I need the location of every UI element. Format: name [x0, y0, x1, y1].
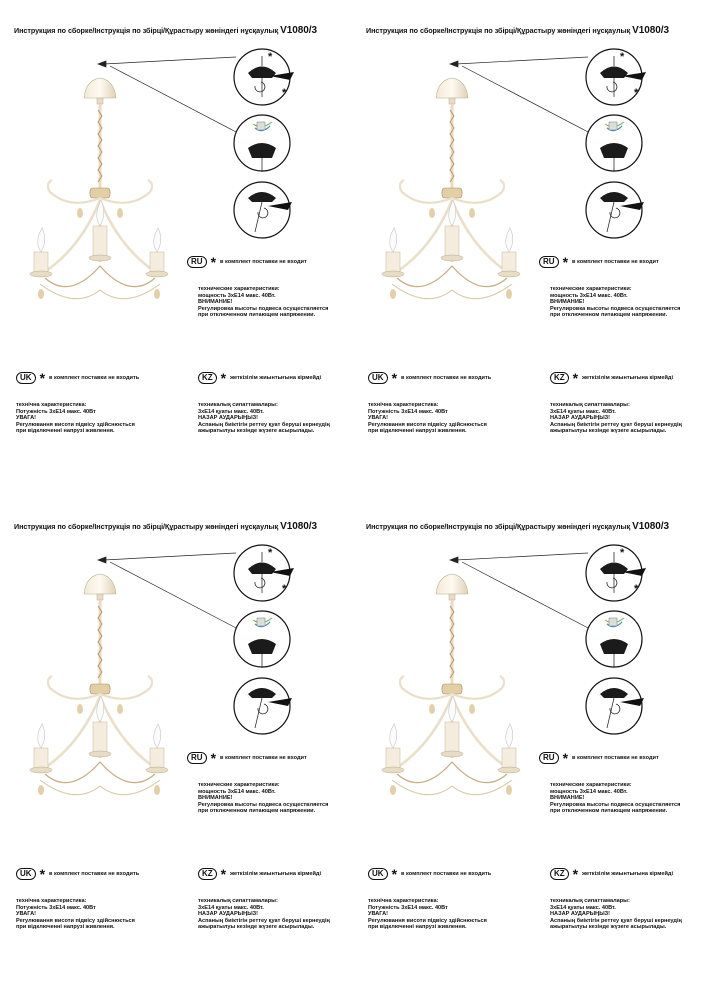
uk-badge: UK — [368, 868, 388, 880]
not-included-star: * — [268, 51, 273, 63]
star-icon: * — [210, 254, 217, 270]
ru-note: RU * в комплект поставки не входит — [187, 752, 307, 764]
not-included-star: * — [620, 547, 625, 559]
star-icon: * — [391, 370, 398, 386]
ru-note: RU * в комплект поставки не входит — [187, 256, 307, 268]
detail-height-adjust — [586, 678, 644, 734]
ru-spec: технические характеристики: мощность 3хЕ14 макс. 40Вт. ВНИМАНИЕ! Регулировка высоты подвеса осуществляется при отключенном питающем напряжении. — [198, 286, 329, 319]
uk-badge: UK — [16, 372, 36, 384]
detail-canopy-mount — [586, 49, 646, 105]
document-title: Инструкция по сборке/Інструкція по збірці/Құрастыру жөніндегі нұсқаулық V1080/3 — [14, 521, 317, 532]
pointer-arrows — [450, 553, 590, 629]
kz-badge: KZ — [550, 372, 569, 384]
not-included-star: * — [620, 51, 625, 63]
kz-note: KZ * жеткізілім жиынтығына кірмейді — [550, 868, 673, 880]
uk-badge: UK — [368, 372, 388, 384]
uk-spec: технічна характеристика: Потужність 3хЕ14 макс. 40Вт УВАГА! Регулювання висоти підвісу здійснюється при відключенні напрузі живлення. — [16, 402, 135, 435]
kz-spec: техникалық сипаттамалары: 3хЕ14 қуаты макс. 40Вт. НАЗАР АУДАРЫҢЫЗ! Аспаның биіктігін реттеу қуат беруші кернеудің ажыратылуы кезінде жүзеге асырылады. — [198, 402, 330, 435]
star-icon: * — [391, 866, 398, 882]
detail-wiring — [586, 611, 642, 668]
star-icon: * — [39, 370, 46, 386]
document-title: Инструкция по сборке/Інструкція по збірці/Құрастыру жөніндегі нұсқаулық V1080/3 — [366, 521, 669, 532]
detail-height-adjust — [586, 182, 644, 238]
kz-spec: техникалық сипаттамалары: 3хЕ14 қуаты макс. 40Вт. НАЗАР АУДАРЫҢЫЗ! Аспаның биіктігін реттеу қуат беруші кернеудің ажыратылуы кезінде жүзеге асырылады. — [198, 898, 330, 931]
detail-height-adjust — [234, 182, 292, 238]
kz-badge: KZ — [198, 868, 217, 880]
document-title: Инструкция по сборке/Інструкція по збірці/Құрастыру жөніндегі нұсқаулық V1080/3 — [366, 25, 669, 36]
ru-spec: технические характеристики: мощность 3хЕ14 макс. 40Вт. ВНИМАНИЕ! Регулировка высоты подвеса осуществляется при отключенном питающем напряжении. — [550, 782, 681, 815]
chandelier-image — [30, 574, 168, 795]
instruction-panel — [0, 496, 350, 986]
not-included-star: * — [282, 87, 287, 99]
star-icon: * — [562, 254, 569, 270]
ru-note: RU * в комплект поставки не входит — [539, 256, 659, 268]
instruction-panel — [352, 0, 702, 490]
ru-badge: RU — [539, 256, 559, 268]
kz-spec: техникалық сипаттамалары: 3хЕ14 қуаты макс. 40Вт. НАЗАР АУДАРЫҢЫЗ! Аспаның биіктігін реттеу қуат беруші кернеудің ажыратылуы кезінде жүзеге асырылады. — [550, 898, 682, 931]
document-title: Инструкция по сборке/Інструкція по збірці/Құрастыру жөніндегі нұсқаулық V1080/3 — [14, 25, 317, 36]
not-included-star: * — [282, 583, 287, 595]
ru-badge: RU — [187, 256, 207, 268]
pointer-arrows — [98, 57, 238, 133]
uk-note: UK * в комплект поставки не входить — [16, 372, 139, 384]
detail-height-adjust — [234, 678, 292, 734]
instruction-panel — [352, 496, 702, 986]
uk-spec: технічна характеристика: Потужність 3хЕ14 макс. 40Вт УВАГА! Регулювання висоти підвісу здійснюється при відключенні напрузі живлення. — [16, 898, 135, 931]
not-included-star: * — [634, 583, 639, 595]
kz-badge: KZ — [198, 372, 217, 384]
ru-badge: RU — [187, 752, 207, 764]
star-icon: * — [39, 866, 46, 882]
star-icon: * — [210, 750, 217, 766]
pointer-arrows — [98, 553, 238, 629]
detail-wiring — [234, 611, 290, 668]
uk-note: UK * в комплект поставки не входить — [368, 868, 491, 880]
chandelier-image — [382, 574, 520, 795]
star-icon: * — [220, 866, 227, 882]
not-included-star: * — [268, 547, 273, 559]
uk-spec: технічна характеристика: Потужність 3хЕ14 макс. 40Вт УВАГА! Регулювання висоти підвісу здійснюється при відключенні напрузі живлення. — [368, 898, 487, 931]
kz-spec: техникалық сипаттамалары: 3хЕ14 қуаты макс. 40Вт. НАЗАР АУДАРЫҢЫЗ! Аспаның биіктігін реттеу қуат беруші кернеудің ажыратылуы кезінде жүзеге асырылады. — [550, 402, 682, 435]
ru-spec: технические характеристики: мощность 3хЕ14 макс. 40Вт. ВНИМАНИЕ! Регулировка высоты подвеса осуществляется при отключенном питающем напряжении. — [198, 782, 329, 815]
star-icon: * — [572, 866, 579, 882]
not-included-star: * — [634, 87, 639, 99]
ru-badge: RU — [539, 752, 559, 764]
star-icon: * — [220, 370, 227, 386]
star-icon: * — [562, 750, 569, 766]
kz-note: KZ * жеткізілім жиынтығына кірмейді — [198, 868, 321, 880]
uk-badge: UK — [16, 868, 36, 880]
instruction-panel — [0, 0, 350, 490]
uk-note: UK * в комплект поставки не входить — [368, 372, 491, 384]
ru-note: RU * в комплект поставки не входит — [539, 752, 659, 764]
kz-note: KZ * жеткізілім жиынтығына кірмейді — [198, 372, 321, 384]
ru-spec: технические характеристики: мощность 3хЕ14 макс. 40Вт. ВНИМАНИЕ! Регулировка высоты подвеса осуществляется при отключенном питающем напряжении. — [550, 286, 681, 319]
kz-badge: KZ — [550, 868, 569, 880]
pointer-arrows — [450, 57, 590, 133]
chandelier-image — [30, 78, 168, 299]
uk-note: UK * в комплект поставки не входить — [16, 868, 139, 880]
star-icon: * — [572, 370, 579, 386]
detail-wiring — [234, 115, 290, 172]
kz-note: KZ * жеткізілім жиынтығына кірмейді — [550, 372, 673, 384]
detail-canopy-mount — [234, 545, 294, 601]
detail-canopy-mount — [586, 545, 646, 601]
detail-canopy-mount — [234, 49, 294, 105]
detail-wiring — [586, 115, 642, 172]
chandelier-image — [382, 78, 520, 299]
uk-spec: технічна характеристика: Потужність 3хЕ14 макс. 40Вт УВАГА! Регулювання висоти підвісу здійснюється при відключенні напрузі живлення. — [368, 402, 487, 435]
